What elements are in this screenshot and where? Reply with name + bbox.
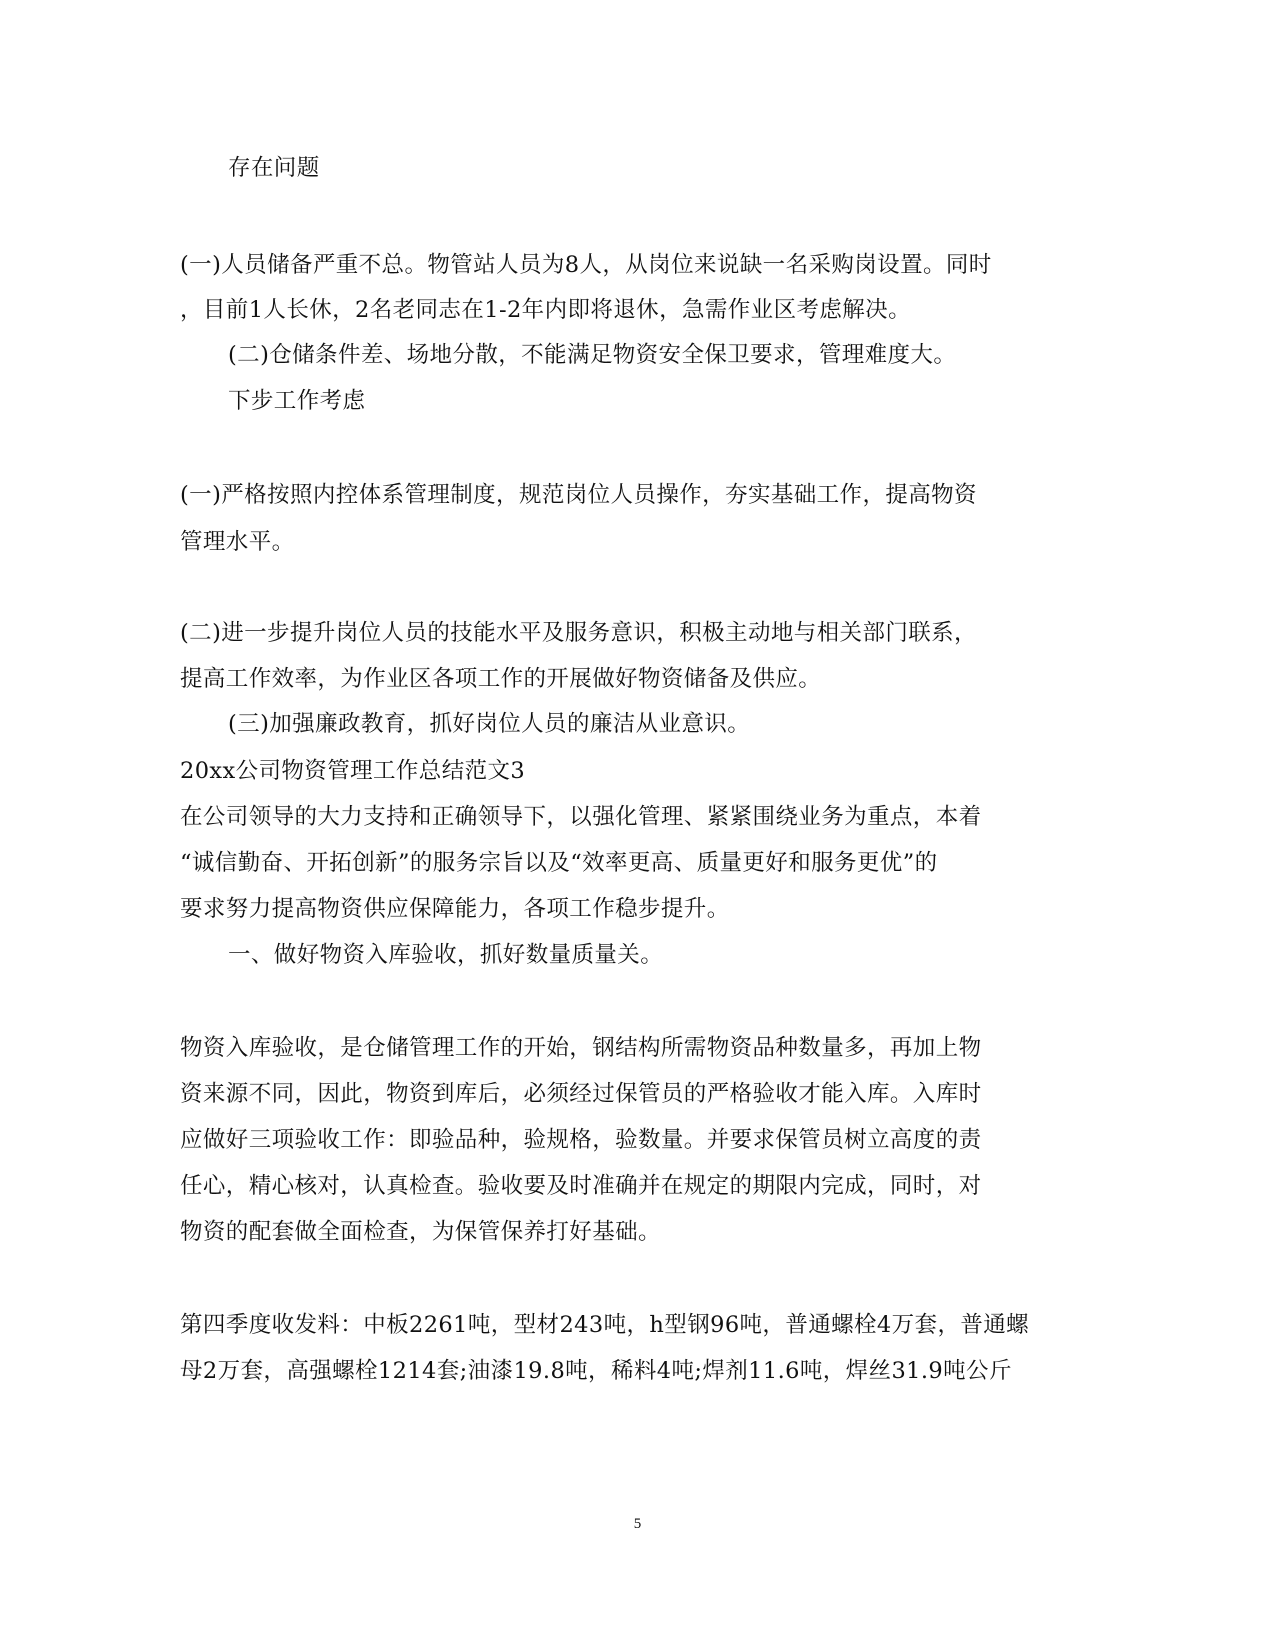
page-number: 5 [633, 1516, 642, 1532]
paragraph-line: (一)人员储备严重不总。物管站人员为8人，从岗位来说缺一名采购岗设置。同时 [180, 252, 992, 278]
paragraph-line: ，目前1人长休，2名老同志在1-2年内即将退休，急需作业区考虑解决。 [180, 297, 911, 323]
paragraph-line: 在公司领导的大力支持和正确领导下，以强化管理、紧紧围绕业务为重点，本着 [180, 804, 982, 830]
paragraph-line: 物资入库验收，是仓储管理工作的开始，钢结构所需物资品种数量多，再加上物 [180, 1035, 982, 1061]
paragraph-line: 物资的配套做全面检查，为保管保养打好基础。 [180, 1219, 661, 1245]
paragraph-line: 要求努力提高物资供应保障能力，各项工作稳步提升。 [180, 896, 730, 922]
paragraph-line: 资来源不同，因此，物资到库后，必须经过保管员的严格验收才能入库。入库时 [180, 1081, 982, 1107]
paragraph-line: (三)加强廉政教育，抓好岗位人员的廉洁从业意识。 [228, 711, 751, 737]
paragraph-line: “诚信勤奋、开拓创新”的服务宗旨以及“效率更高、质量更好和服务更优”的 [180, 850, 938, 876]
article-title: 20xx公司物资管理工作总结范文3 [180, 758, 526, 784]
paragraph-line: 管理水平。 [180, 529, 295, 555]
paragraph-line: (二)进一步提升岗位人员的技能水平及服务意识，积极主动地与相关部门联系， [180, 620, 977, 646]
paragraph-line: 提高工作效率，为作业区各项工作的开展做好物资储备及供应。 [180, 666, 822, 692]
paragraph-line: 第四季度收发料：中板2261吨，型材243吨，h型钢96吨，普通螺栓4万套，普通螺 [180, 1312, 1030, 1338]
paragraph-line: 任心，精心核对，认真检查。验收要及时准确并在规定的期限内完成，同时，对 [180, 1173, 982, 1199]
paragraph-line: (一)严格按照内控体系管理制度，规范岗位人员操作，夯实基础工作，提高物资 [180, 482, 977, 508]
section-heading-next-steps: 下步工作考虑 [228, 388, 366, 414]
paragraph-line: 应做好三项验收工作：即验品种，验规格，验数量。并要求保管员树立高度的责 [180, 1127, 982, 1153]
section-heading-problems: 存在问题 [228, 155, 320, 181]
section-heading-inbound-inspection: 一、做好物资入库验收，抓好数量质量关。 [228, 942, 664, 968]
paragraph-line: 母2万套，高强螺栓1214套;油漆19.8吨，稀料4吨;焊剂11.6吨，焊丝31.9吨公斤 [180, 1358, 1012, 1384]
paragraph-line: (二)仓储条件差、场地分散，不能满足物资安全保卫要求，管理难度大。 [228, 342, 957, 368]
